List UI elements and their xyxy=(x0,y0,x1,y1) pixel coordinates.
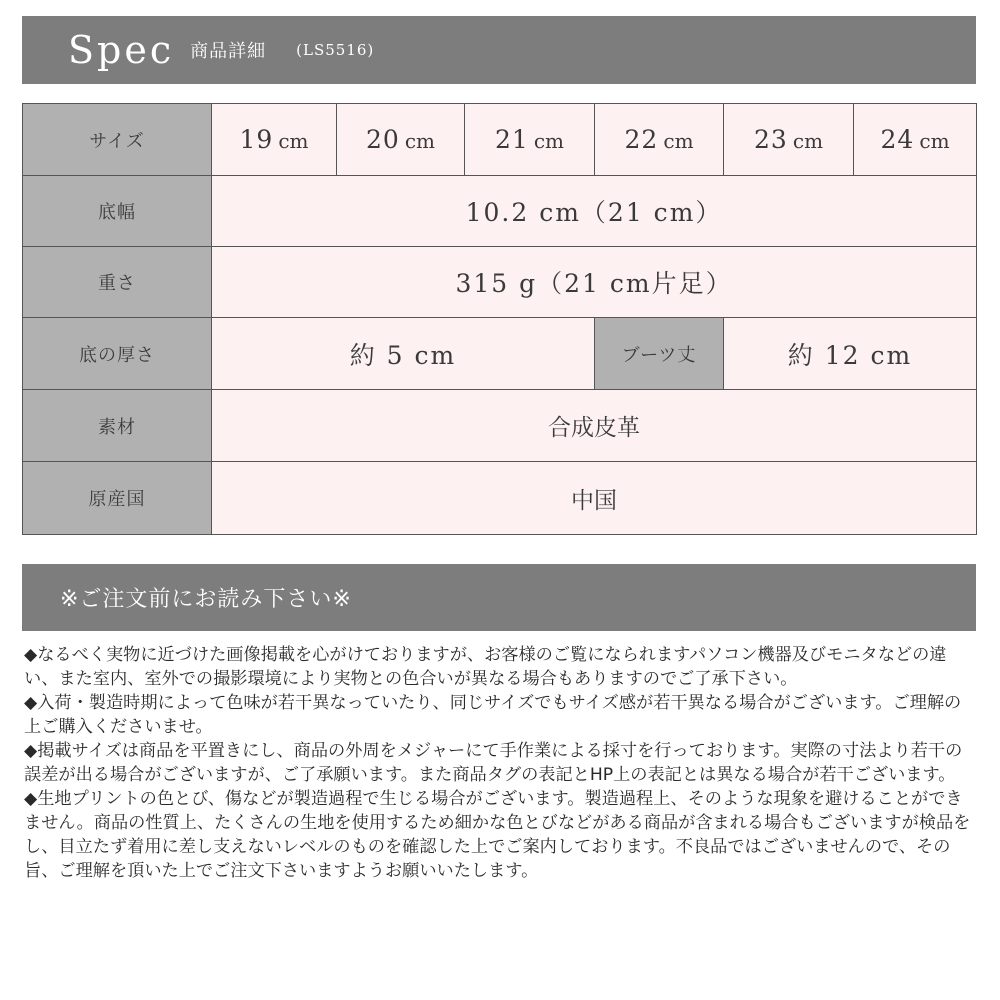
material-row xyxy=(23,390,977,462)
size-label: サイズ xyxy=(23,104,212,176)
size-cell: 22 cm xyxy=(595,104,724,176)
size-cell: 23 cm xyxy=(724,104,854,176)
sole-thickness-value: 約 5 cm xyxy=(212,318,595,390)
size-row xyxy=(23,104,977,176)
size-cell: 19 cm xyxy=(212,104,337,176)
weight-row xyxy=(23,247,977,318)
weight-value: 315 g（21 cm片足） xyxy=(212,247,977,318)
spec-header xyxy=(22,16,976,84)
notice-paragraph: ◆生地プリントの色とび、傷などが製造過程で生じる場合がございます。製造過程上、そのような現象を避けることができません。商品の性質上、たくさんの生地を使用するため細かな色とびなどがある商品が含まれる場合もございますが検品をし、目立たず着用に差し支えないレベルのものを確認した上でご案内しております。不良品ではございませんので、その旨、ご理解を頂いた上でご注文下さいますようお願いいたします。 xyxy=(24,789,971,881)
sole-thickness-label: 底の厚さ xyxy=(23,318,212,390)
sole-width-label: 底幅 xyxy=(23,176,212,247)
notice-title: ※ご注文前にお読み下さい※ xyxy=(60,587,352,612)
origin-label: 原産国 xyxy=(23,462,212,535)
origin-row xyxy=(23,462,977,535)
thickness-row xyxy=(23,318,977,390)
material-label: 素材 xyxy=(23,390,212,462)
spec-title: Spec xyxy=(68,28,175,72)
origin-value: 中国 xyxy=(212,462,977,535)
size-cell: 21 cm xyxy=(465,104,595,176)
notice-body xyxy=(24,643,972,883)
weight-label: 重さ xyxy=(23,247,212,318)
notice-paragraph: ◆なるべく実物に近づけた画像掲載を心がけておりますが、お客様のご覧になられますパソコン機器及びモニタなどの違い、また室内、室外での撮影環境により実物との色合いが異なる場合もありますのでご了承下さい。 xyxy=(24,645,947,689)
notice-paragraph: ◆掲載サイズは商品を平置きにし、商品の外周をメジャーにて手作業による採寸を行っております。実際の寸法より若干の誤差が出る場合がございますが、ご了承願います。また商品タグの表記とHP上の表記とは異なる場合が若干ございます。 xyxy=(24,741,963,785)
notice-header xyxy=(22,564,976,631)
size-cell: 20 cm xyxy=(337,104,465,176)
boot-height-value: 約 12 cm xyxy=(724,318,977,390)
material-value: 合成皮革 xyxy=(212,390,977,462)
boot-height-label: ブーツ丈 xyxy=(595,318,724,390)
sole-width-row xyxy=(23,176,977,247)
product-code: (LS5516) xyxy=(296,41,375,59)
size-cell: 24 cm xyxy=(854,104,977,176)
notice-paragraph: ◆入荷・製造時期によって色味が若干異なっていたり、同じサイズでもサイズ感が若干異なる場合がございます。ご理解の上ご購入くださいませ。 xyxy=(24,693,962,737)
sole-width-value: 10.2 cm（21 cm） xyxy=(212,176,977,247)
spec-subtitle: 商品詳細 xyxy=(190,41,267,62)
spec-table xyxy=(22,103,977,535)
